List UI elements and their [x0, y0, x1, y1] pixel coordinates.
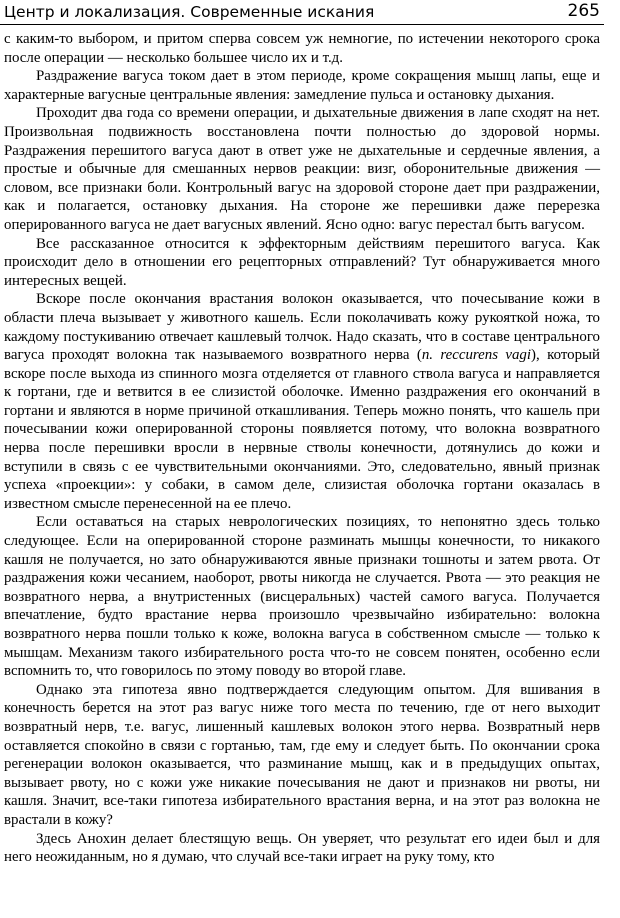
paragraph: Однако эта гипотеза явно подтверждается следующим опытом. Для вшивания в конечность берется на этот раз вагус ниже того места по течению, где от него выходит возвратный нерв, т.е. вагус, лишенный кашлевых волокон этого нерва. Возвратный нерв оставляется спокойно в связи с гортанью, там, где ему и следует быть. По окончании срока регенерации волокон оказывается, что разминание мышц, как и в предыдущих опытах, вызывает рвоту, но с кожи уже никакие почесывания не дают и признаков ни рвоты, ни кашля. Значит, все-таки гипотеза избирательного врастания верна, и на этот раз волокна не врастали в кожу?: [4, 681, 600, 828]
paragraph: Все рассказанное относится к эффекторным действиям перешитого вагуса. Как происходит дело в отношении его рецепторных отправлений? Тут обнаруживается много интересных вещей.: [4, 235, 600, 289]
latin-term: n. reccurens vagi: [421, 347, 532, 364]
paragraph: Здесь Анохин делает блестящую вещь. Он уверяет, что результат его идеи был и для него неожиданным, но я думаю, что случай все-таки играет на руку тому, кто: [4, 830, 600, 866]
paragraph: Проходит два года со времени операции, и дыхательные движения в лапе сходят на нет. Произвольная подвижность восстановлена почти полностью до здоровой нормы. Раздражения перешитого вагуса дают в ответ уже не дыхательные и сердечные явления, а простые и обычные для смешанных нервов реакции: визг, оборонительные движения — словом, все признаки боли. Контрольный вагус на здоровой стороне дает при раздражении, как и полагается, остановку дыхания. На стороне же перешивки даже перерезка оперированного вагуса не дает вагусных явлений. Ясно одно: вагус перестал быть вагусом.: [4, 105, 600, 233]
paragraph-text: Вскоре после окончания врастания волокон оказывается, что почесывание кожи в области плеча вызывает у животного кашель. Если поколачивать кожу рукояткой ножа, то каждому постукиванию отвечает кашлевый толчок. Надо сказать, что в составе центрального вагуса проходят волокна так называемого возвратного нерва (: [4, 291, 600, 364]
body-text: [4, 30, 600, 867]
paragraph: с каким-то выбором, и притом сперва совсем уж немногие, по истечении некоторого срока после операции — несколько большее число их и т.д.: [4, 31, 600, 66]
paragraph-text: ), который вскоре после выхода из спинного мозга отделяется от главного ствола вагуса и направляется к гортани, где и ветвится в ее слизистой оболочке. Именно раздражения его окончаний в гортани и являются в норме причиной откашливания. Теперь можно понять, что кашель при почесывании кожи оперированной стороны появляется потому, что волокна возвратного нерва после перешивки вросли в нервные стволы конечности, дотянулись до кожи и вступили в связь с ее чувствительными окончаниями. Это, следовательно, явный признак успеха «проекции»: у собаки, в самом деле, слизистая оболочка гортани оказалась в известном смысле перенесенной на ее плечо.: [4, 347, 600, 512]
running-title: Центр и локализация. Современные искания: [4, 3, 375, 21]
paragraph: [4, 290, 600, 513]
running-header: [4, 0, 600, 24]
paragraph: Если оставаться на старых неврологических позициях, то непонятно здесь только следующее. Если на оперированной стороне разминать мышцы конечности, то никакого кашля не получается, но зато обнаруживаются явные признаки тошноты и затем рвота. От раздражения кожи чесанием, наоборот, рвоты никогда не случается. Рвота — это реакция не возвратного нерва, а внутристенных (висцеральных) частей самого вагуса. Получается впечатление, будто врастание нерва произошло чрезвычайно избирательно: волокна возвратного нерва пошли только к коже, волокна вагуса в собственном смысле — только к мышцам. Механизм такого избирательного роста что-то не совсем понятен, особенно если вспомнить то, что говорилось по этому поводу во второй главе.: [4, 514, 600, 680]
page-number: 265: [567, 1, 600, 21]
paragraph: Раздражение вагуса током дает в этом периоде, кроме сокращения мышц лапы, еще и характерные вагусные центральные явления: замедление пульса и остановку дыхания.: [4, 68, 600, 103]
header-rule: [0, 24, 604, 25]
